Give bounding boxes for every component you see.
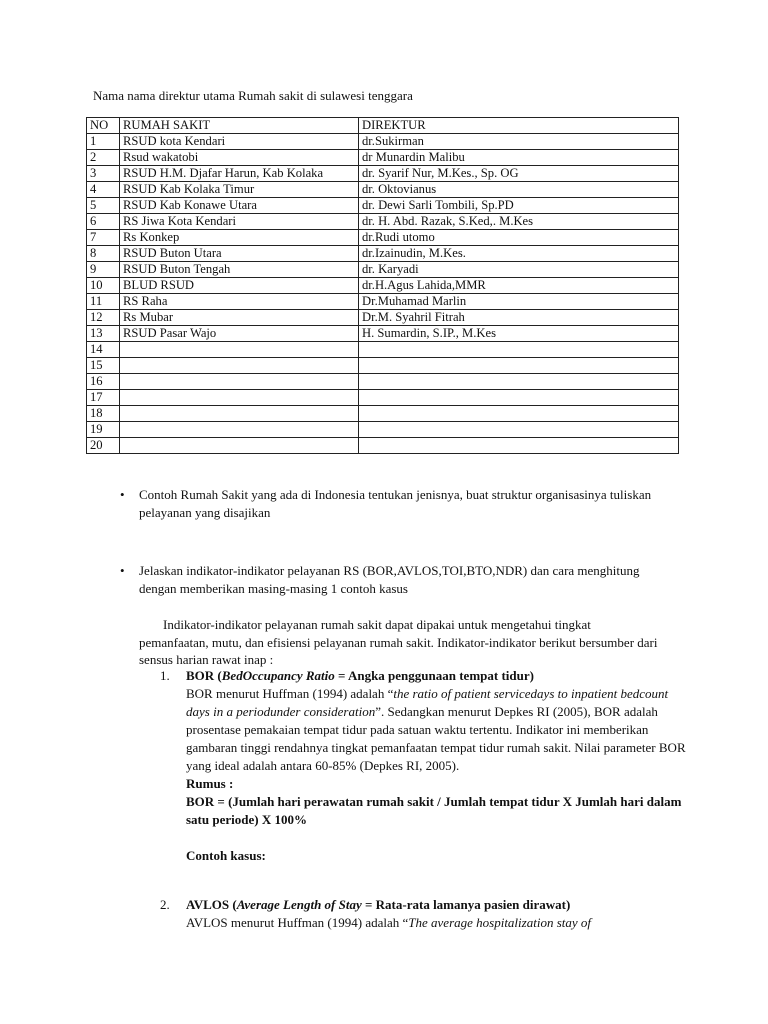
rumus-formula-text: BOR = (Jumlah hari perawatan rumah sakit / Jumlah tempat tidur X Jumlah hari dalam satu periode) X 100% (186, 794, 682, 827)
cell-direktur: dr Munardin Malibu (359, 150, 679, 166)
cell-no: 10 (87, 278, 120, 294)
table-row (87, 214, 679, 230)
cell-direktur: dr.Izainudin, M.Kes. (359, 246, 679, 262)
cell-no: 6 (87, 214, 120, 230)
cell-direktur: H. Sumardin, S.IP., M.Kes (359, 326, 679, 342)
cell-no: 7 (87, 230, 120, 246)
cell-rumah-sakit: RSUD Buton Tengah (120, 262, 359, 278)
cell-direktur: dr. H. Abd. Razak, S.Ked,. M.Kes (359, 214, 679, 230)
table-row (87, 342, 679, 358)
cell-rumah-sakit (120, 422, 359, 438)
title-part: = Rata-rata lamanya pasien dirawat) (361, 897, 571, 912)
table-row (87, 166, 679, 182)
cell-no: 12 (87, 310, 120, 326)
header-rumah-sakit: RUMAH SAKIT (120, 118, 359, 134)
bullet-text: Jelaskan indikator-indikator pelayanan RS (BOR,AVLOS,TOI,BTO,NDR) dan cara menghitung dengan memberikan masing-masing 1 contoh kasus (139, 563, 640, 596)
item-title (186, 667, 686, 685)
table-row (87, 134, 679, 150)
cell-rumah-sakit (120, 342, 359, 358)
table-row (87, 246, 679, 262)
table-header-row (87, 118, 679, 134)
cell-rumah-sakit (120, 358, 359, 374)
cell-direktur (359, 374, 679, 390)
cell-no: 16 (87, 374, 120, 390)
cell-no: 15 (87, 358, 120, 374)
cell-no: 13 (87, 326, 120, 342)
cell-rumah-sakit: RSUD H.M. Djafar Harun, Kab Kolaka (120, 166, 359, 182)
cell-rumah-sakit: RSUD Kab Kolaka Timur (120, 182, 359, 198)
cell-no: 8 (87, 246, 120, 262)
cell-no: 14 (87, 342, 120, 358)
cell-no: 20 (87, 438, 120, 454)
header-direktur: DIREKTUR (359, 118, 679, 134)
spacer (186, 829, 686, 847)
cell-direktur (359, 422, 679, 438)
cell-rumah-sakit (120, 406, 359, 422)
bullet-text: Contoh Rumah Sakit yang ada di Indonesia tentukan jenisnya, buat struktur organisasinya tuliskan pelayanan yang disajikan (139, 487, 652, 520)
table-row (87, 230, 679, 246)
cell-rumah-sakit: RSUD Pasar Wajo (120, 326, 359, 342)
title-italic: BedOccupancy Ratio (221, 668, 335, 683)
table-row (87, 182, 679, 198)
cell-no: 19 (87, 422, 120, 438)
item-body (186, 896, 686, 932)
cell-rumah-sakit: RS Jiwa Kota Kendari (120, 214, 359, 230)
cell-rumah-sakit: RSUD Kab Konawe Utara (120, 198, 359, 214)
item-title (186, 896, 686, 914)
table-row (87, 390, 679, 406)
table-row (87, 294, 679, 310)
cell-no: 5 (87, 198, 120, 214)
rumus-label-text: Rumus : (186, 776, 234, 791)
cell-direktur: dr.Rudi utomo (359, 230, 679, 246)
cell-rumah-sakit (120, 438, 359, 454)
item-number: 1. (160, 668, 170, 683)
cell-direktur (359, 438, 679, 454)
table-row (87, 278, 679, 294)
title-italic: Average Length of Stay (236, 897, 362, 912)
title-part: = Angka penggunaan tempat tidur) (334, 668, 534, 683)
item-body (186, 667, 686, 865)
cell-direktur: Dr.M. Syahril Fitrah (359, 310, 679, 326)
text-quote: The average hospitalization stay of (408, 915, 591, 930)
table-row (87, 150, 679, 166)
bullet-icon: • (120, 487, 125, 502)
bullet-icon: • (120, 563, 125, 578)
table-row (87, 358, 679, 374)
cell-rumah-sakit: BLUD RSUD (120, 278, 359, 294)
cell-no: 11 (87, 294, 120, 310)
cell-rumah-sakit: Rsud wakatobi (120, 150, 359, 166)
cell-direktur (359, 358, 679, 374)
item-text (186, 685, 686, 775)
title-part: AVLOS ( (186, 897, 237, 912)
contoh-kasus-text: Contoh kasus: (186, 848, 266, 863)
table-row (87, 262, 679, 278)
rumus-formula (186, 793, 686, 829)
cell-rumah-sakit (120, 374, 359, 390)
cell-rumah-sakit: Rs Mubar (120, 310, 359, 326)
table-row (87, 310, 679, 326)
table-row (87, 374, 679, 390)
cell-direktur (359, 390, 679, 406)
document-heading: Nama nama direktur utama Rumah sakit di sulawesi tenggara (93, 88, 413, 103)
table-row (87, 406, 679, 422)
cell-direktur: dr. Syarif Nur, M.Kes., Sp. OG (359, 166, 679, 182)
text-part: AVLOS menurut Huffman (1994) adalah “ (186, 915, 409, 930)
intro-text: Indikator-indikator pelayanan rumah sakit dapat dipakai untuk mengetahui tingkat pemanfaatan, mutu, dan efisiensi pelayanan rumah sakit. Indikator-indikator berikut bersumber dari sensus harian rawat inap : (139, 617, 658, 667)
cell-rumah-sakit: RSUD kota Kendari (120, 134, 359, 150)
cell-no: 2 (87, 150, 120, 166)
cell-direktur (359, 406, 679, 422)
table-row (87, 198, 679, 214)
cell-rumah-sakit: Rs Konkep (120, 230, 359, 246)
cell-direktur: dr. Oktovianus (359, 182, 679, 198)
text-part: ”. Sedangkan menurut Depkes RI (2005), BOR adalah prosentase pemakaian tempat tidur pada satuan waktu tertentu. Indikator ini memberikan gambaran tinggi rendahnya tingkat pemanfaatan tempat tidur rumah sakit. Nilai parameter BOR yang ideal adalah antara 60-85% (Depkes RI, 2005). (186, 704, 686, 773)
text-part: BOR menurut Huffman (1994) adalah “ (186, 686, 394, 701)
cell-no: 18 (87, 406, 120, 422)
cell-direktur: Dr.Muhamad Marlin (359, 294, 679, 310)
cell-rumah-sakit (120, 390, 359, 406)
hospital-director-table (86, 117, 679, 454)
cell-no: 4 (87, 182, 120, 198)
cell-no: 9 (87, 262, 120, 278)
cell-direktur: dr.H.Agus Lahida,MMR (359, 278, 679, 294)
cell-no: 3 (87, 166, 120, 182)
cell-direktur: dr. Dewi Sarli Tombili, Sp.PD (359, 198, 679, 214)
title-part: BOR ( (186, 668, 222, 683)
table-row (87, 422, 679, 438)
item-number: 2. (160, 897, 170, 912)
table-row (87, 326, 679, 342)
cell-direktur: dr.Sukirman (359, 134, 679, 150)
cell-rumah-sakit: RSUD Buton Utara (120, 246, 359, 262)
cell-direktur (359, 342, 679, 358)
contoh-kasus (186, 847, 686, 865)
cell-direktur: dr. Karyadi (359, 262, 679, 278)
cell-no: 17 (87, 390, 120, 406)
cell-no: 1 (87, 134, 120, 150)
header-no: NO (87, 118, 120, 134)
cell-rumah-sakit: RS Raha (120, 294, 359, 310)
intro-paragraph (139, 616, 659, 669)
item-text (186, 914, 686, 932)
text-quote: the ratio of patient servicedays to inpatient bedcount days in a periodunder consideration (186, 686, 669, 719)
table-row (87, 438, 679, 454)
rumus-label (186, 775, 686, 793)
